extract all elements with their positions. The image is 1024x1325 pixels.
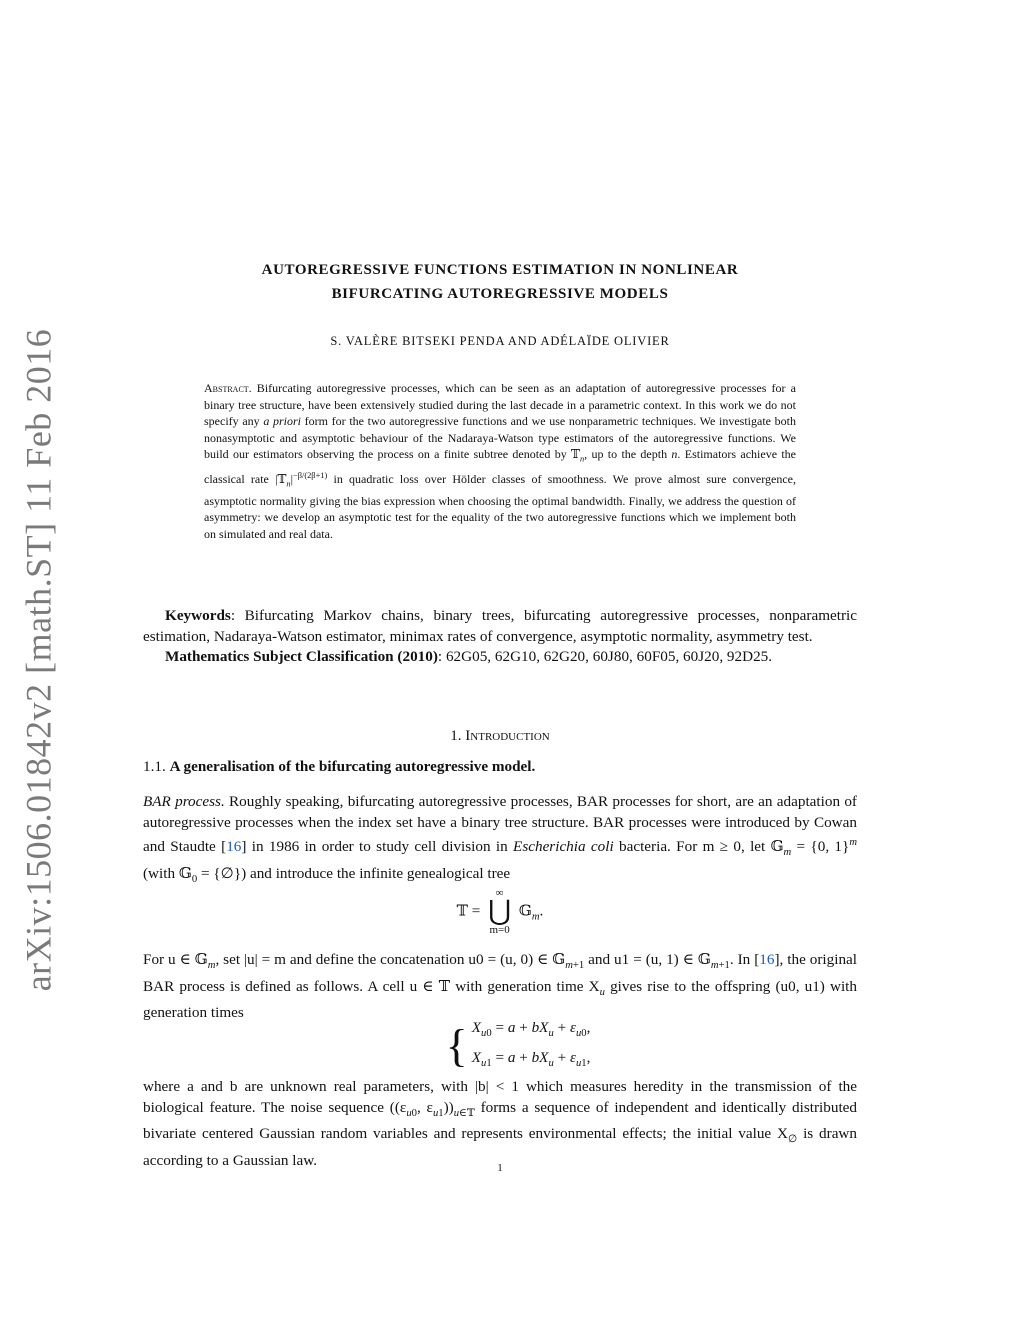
intro-paragraph-3: where a and b are unknown real parameters, with |b| < 1 which measures heredity in the transmission of the biological feature. The noise sequence (($\varepsilon_{u0}$, $\varepsilon_{u1}))_{u\in 𝕋}$ forms a sequence of independent and identically distributed bivariate centered Gaussian random variables and represents environmental effects; the initial value $X_\emptyset$ is drawn according to a Gaussian law. [143, 1078, 857, 1169]
msc-classification [143, 647, 857, 668]
abstract-part-2: form for the two autoregressive functions and we use nonparametric techniques. We investigate both nonasymptotic and asymptotic behaviour of the Nadaraya-Watson type estimators of the autoregressive functions. We build our estimators observing the process on a finite subtree denoted by 𝕋 [204, 414, 796, 461]
abstract-apriori: a priori [263, 414, 301, 428]
citation-16[interactable]: 16 [226, 838, 242, 856]
arxiv-identifier-stamp [8, 328, 68, 992]
keywords-block [143, 606, 857, 668]
section-number: 1. [450, 728, 462, 744]
equation-bar-system [143, 1016, 857, 1076]
abstract: Abstract. Bifurcating autoregressive processes, which can be seen as an adaptation of autoregressive processes for a binary tree structure, have been extensively studied during the last decade in a parametric context. In this work we do not specify any a priori form for the two autoregressive functions and we use nonparametric techniques. We investigate both nonasymptotic and asymptotic behaviour of the Nadaraya-Watson type estimators of the autoregressive functions. We build our estimators observing the process on a finite subtree denoted by 𝕋$_n$, up to the depth n. Estimators achieve the classical rate $|𝕋_n|^{-\beta/(2\beta+1)}$ in quadratic loss over Hölder classes of smoothness. We prove almost sure convergence, asymptotic normality giving the bias expression when choosing the optimal bandwidth. Finally, we address the question of asymmetry: we develop an asymptotic test for the equality of the two autoregressive functions which we implement both on simulated and real data. [204, 381, 796, 541]
abstract-label: Abstract. [204, 381, 252, 395]
msc-text: : 62G05, 62G10, 62G20, 60J80, 60F05, 60J20, 92D25. [437, 648, 773, 665]
intro-paragraph-2: For u ∈ 𝔾$_m$, set |u| = m and define the concatenation u0 = (u, 0) ∈ 𝔾$_{m+1}$ and u1 = (u, 1) ∈ 𝔾$_{m+1}$. In [16], the original BAR process is defined as follows. A cell u ∈ 𝕋 with generation time $X_u$ gives rise to the offspring (u0, u1) with generation times [143, 951, 857, 1022]
keywords [143, 606, 857, 647]
intro-paragraph-1: BAR process. Roughly speaking, bifurcating autoregressive processes, BAR processes for short, are an adaptation of autoregressive processes when the index set have a binary tree structure. BAR processes were introduced by Cowan and Staudte [16] in 1986 in order to study cell division in Escherichia coli bacteria. For m ≥ 0, let 𝔾$_m$ = {0, 1}$^m$ (with 𝔾$_0$ = {∅}) and introduce the infinite genealogical tree [143, 793, 857, 885]
abstract-part-4: . Estimators achieve the classical rate |𝕋 [204, 447, 796, 486]
subsection-title: A generalisation of the bifurcating autoregressive model. [169, 758, 536, 775]
bar-process-runin: BAR process. [143, 793, 225, 810]
msc-label: Mathematics Subject Classification (2010) [165, 648, 438, 665]
subsection-number: 1.1. [143, 758, 166, 775]
subsection-heading [143, 758, 857, 776]
arxiv-identifier-text: arXiv:1506.01842v2 [math.ST] 11 Feb 2016 [18, 328, 59, 992]
equation-line-1: $X_{u0} = a + bX_u + \varepsilon_{u0}$, [471, 1019, 591, 1040]
page-number: 1 [497, 1162, 503, 1174]
author-list: S. VALÈRE BITSEKI PENDA AND ADÉLAÏDE OLIVIER [330, 334, 670, 348]
citation-16-second[interactable]: 16 [759, 951, 775, 968]
keywords-label: Keywords [165, 607, 231, 624]
paper-title [143, 258, 857, 306]
section-heading [143, 728, 857, 745]
big-union-operator: ∞ ⋃ m=0 [488, 887, 512, 936]
left-brace: { [445, 1020, 468, 1072]
title-line-1: AUTOREGRESSIVE FUNCTIONS ESTIMATION IN NONLINEAR [261, 262, 739, 278]
abstract-part-3: , up to the depth [584, 447, 672, 461]
equation-tree-definition: 𝕋 = ∞ ⋃ m=0 𝔾$_m$. [456, 887, 544, 936]
title-line-2: BIFURCATING AUTOREGRESSIVE MODELS [331, 286, 669, 302]
equation-line-2: $X_{u1} = a + bX_u + \varepsilon_{u1}$, [471, 1049, 591, 1070]
abstract-part-1: Bifurcating autoregressive processes, which can be seen as an adaptation of autoregressive processes for a binary tree structure, have been extensively studied during the last decade in a parametric context. In this work we do not specify any [204, 381, 796, 428]
keywords-text: : Bifurcating Markov chains, binary trees, bifurcating autoregressive processes, nonparametric estimation, Nadaraya-Watson estimator, minimax rates of convergence, asymptotic normality, asymmetry test. [143, 607, 857, 645]
section-title: Introduction [465, 728, 550, 744]
escherichia-coli: Escherichia coli [513, 838, 614, 856]
abstract-part-5: in quadratic loss over Hölder classes of smoothness. We prove almost sure convergence, asymptotic normality giving the bias expression when choosing the optimal bandwidth. Finally, we address the question of asymmetry: we develop an asymptotic test for the equality of the two autoregressive functions which we implement both on simulated and real data. [204, 471, 796, 541]
